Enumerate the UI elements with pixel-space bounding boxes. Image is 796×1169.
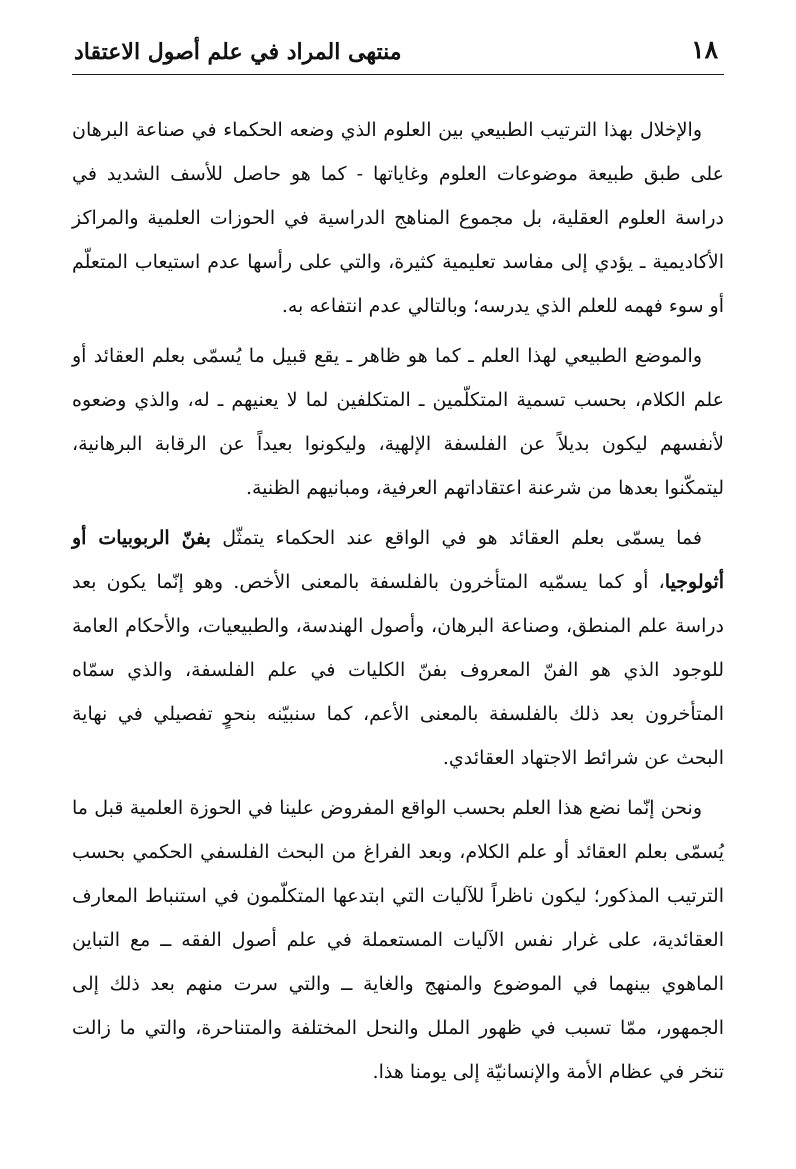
- paragraph: والموضع الطبيعي لهذا العلم ـ كما هو ظاهر ـ يقع قبيل ما يُسمّى بعلم العقائد أو علم الكلام، بحسب تسمية المتكلّمين ـ المتكلفين لما لا يعنيهم ـ له، والذي وضعوه لأنفسهم ليكون بديلاً عن الفلسفة الإلهية، وليكونوا بعيداً عن الرقابة البرهانية، ليتمكّنوا بعدها من شرعنة اعتقاداتهم العرفية، ومبانيهم الظنية.: [72, 345, 724, 499]
- paragraph-text: ، أو كما يسمّيه المتأخرون بالفلسفة بالمعنى الأخص. وهو إنّما يكون بعد دراسة علم المنطق، وصناعة البرهان، وأصول الهندسة، والطبيعيات، والأحكام العامة للوجود الذي هو الفنّ المعروف بفنّ الكليات في علم الفلسفة، والذي سمّاه المتأخرون بعد ذلك بالفلسفة بالمعنى الأعم، كما سنبيّنه بنحوٍ تفصيلي في نهاية البحث عن شرائط الاجتهاد العقائدي.: [72, 571, 724, 769]
- book-title: منتهى المراد في علم أصول الاعتقاد: [74, 39, 402, 65]
- paragraph: والإخلال بهذا الترتيب الطبيعي بين العلوم الذي وضعه الحكماء في صناعة البرهان على طبق طبيعة موضوعات العلوم وغاياتها - كما هو حاصل للأسف الشديد في دراسة العلوم العقلية، بل مجموع المناهج الدراسية في الحوزات العلمية والمراكز الأكاديمية ـ يؤدي إلى مفاسد تعليمية كثيرة، والتي على رأسها عدم استيعاب المتعلّم أو سوء فهمه للعلم الذي يدرسه؛ وبالتالي عدم انتفاعه به.: [72, 119, 724, 317]
- paragraph-text: فما يسمّى بعلم العقائد هو في الواقع عند الحكماء يتمثّل: [210, 527, 702, 549]
- body-text: [72, 108, 724, 1100]
- bold-term: بفنّ الربوبيات أو أثولوجيا: [72, 527, 724, 593]
- paragraph: [72, 516, 724, 780]
- running-header: [72, 30, 724, 75]
- page-number: ١٨: [691, 35, 718, 64]
- paragraph: ونحن إنّما نضع هذا العلم بحسب الواقع المفروض علينا في الحوزة العلمية قبل ما يُسمّى بعلم العقائد أو علم الكلام، وبعد الفراغ من البحث الفلسفي الحكمي بحسب الترتيب المذكور؛ ليكون ناظراً للآليات التي ابتدعها المتكلّمون في استنباط المعارف العقائدية، على غرار نفس الآليات المستعملة في علم أصول الفقه ــ مع التباين الماهوي بينهما في الموضوع والمنهج والغاية ــ والتي سرت منهم بعد ذلك إلى الجمهور، ممّا تسبب في ظهور الملل والنحل المختلفة والمتناحرة، والتي ما زالت تنخر في عظام الأمة والإنسانيّة إلى يومنا هذا.: [72, 797, 724, 1083]
